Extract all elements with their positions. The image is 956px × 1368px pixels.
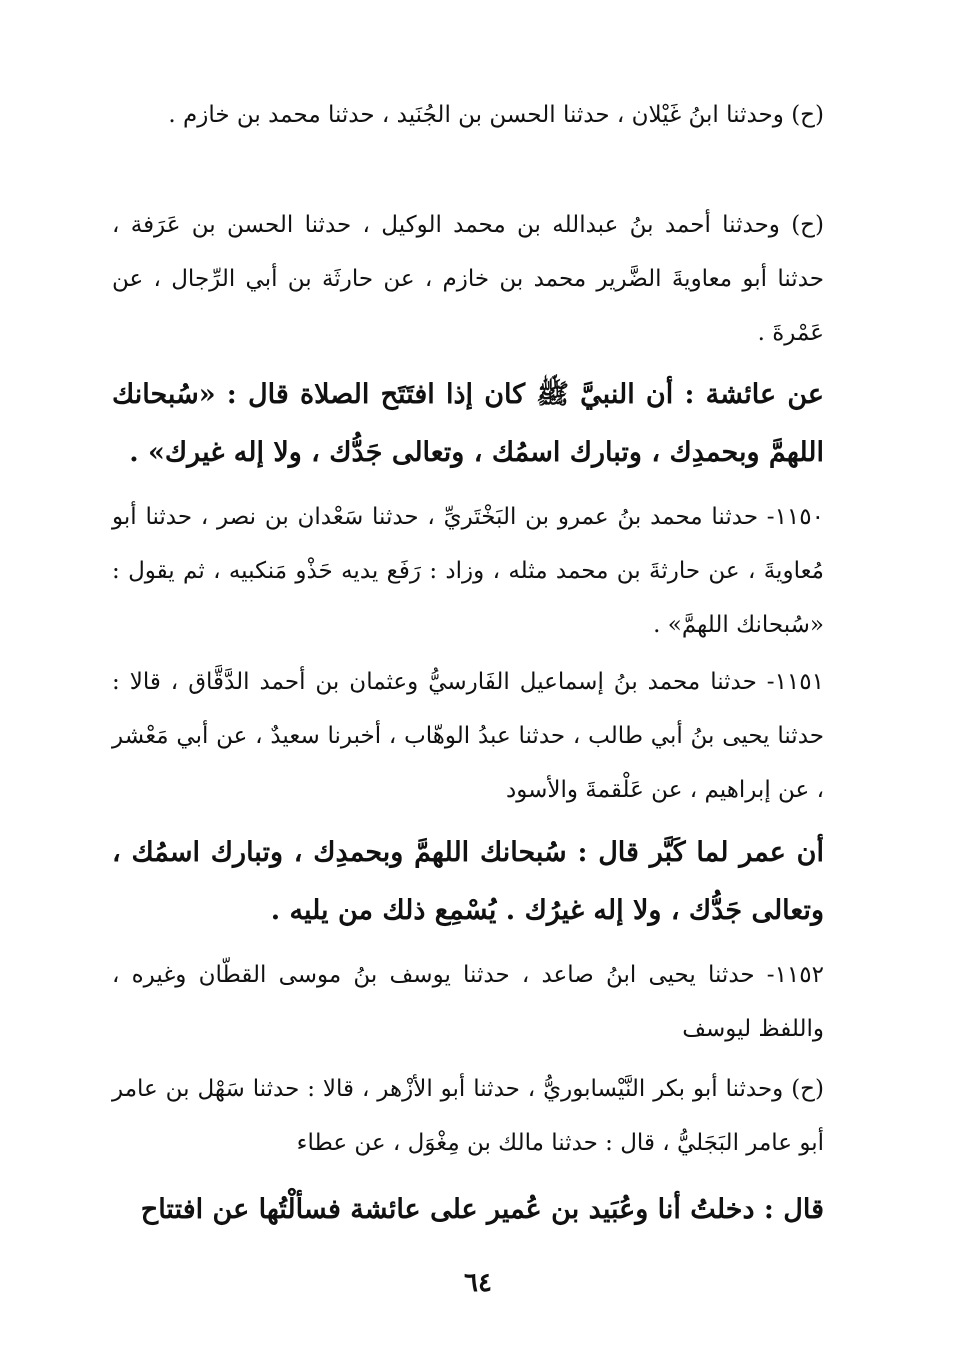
matn-paragraph: عن عائشة : أن النبيَّ ﷺ كان إذا افتَتَح الصلاة قال : «سُبحانك اللهمَّ وبحمدِك ، وتبارك اسمُك ، وتعالى جَدُّك ، ولا إله غيرك» .	[112, 379, 824, 468]
isnad-paragraph: (ح) وحدثنا ابنُ غَيْلان ، حدثنا الحسن بن الجُنَيد ، حدثنا محمد بن خازم .	[168, 102, 824, 128]
hadith-1152-paragraph: ١١٥٢- حدثنا يحيى ابنُ صاعد ، حدثنا يوسف بنُ موسى القطّان وغيره ، واللفظ ليوسف	[112, 962, 824, 1042]
hadith-1151-paragraph: ١١٥١- حدثنا محمد بنُ إسماعيل الفَارسيُّ وعثمان بن أحمد الدَّقَّاق ، قالا : حدثنا يحيى بنُ أبي طالب ، حدثنا عبدُ الوهّاب ، أخبرنا سعيدٌ ، عن أبي مَعْشر ، عن إبراهيم ، عن عَلْقمةَ والأسود	[112, 669, 824, 803]
matn-paragraph: قال : دخلتُ أنا وعُبَيد بن عُمير على عائشة فسألْتُها عن افتتاح	[140, 1194, 824, 1225]
isnad-paragraph: (ح) وحدثنا أحمد بنُ عبدالله بن محمد الوكيل ، حدثنا الحسن بن عَرَفة ، حدثنا أبو معاويةَ الضَّرير محمد بن خازم ، عن حارثَة بن أبي الرِّجال ، عن عَمْرةَ .	[112, 212, 824, 346]
hadith-1150-paragraph: ١١٥٠- حدثنا محمد بنُ عمرو بن البَخْتَريِّ ، حدثنا سَعْدان بن نصر ، حدثنا أبو مُعاويةَ ، عن حارثةَ بن محمد مثله ، وزاد : رَفَع يديه حَذْو مَنكبيه ، ثم يقول : «سُبحانك اللهمَّ» .	[112, 504, 824, 638]
page-number: ٦٤	[464, 1268, 492, 1298]
isnad-paragraph: (ح) وحدثنا أبو بكر النَّيْسابوريُّ ، حدثنا أبو الأزْهر ، قالا : حدثنا سَهْل بن عامر أبو عامر البَجَليُّ ، قال : حدثنا مالك بن مِغْوَل ، عن عطاء	[112, 1076, 824, 1156]
matn-paragraph: أن عمر لما كَبَّر قال : سُبحانك اللهمَّ وبحمدِك ، وتبارك اسمُك ، وتعالى جَدُّك ، ولا إله غيرُك . يُسْمِع ذلك من يليه .	[112, 837, 824, 926]
